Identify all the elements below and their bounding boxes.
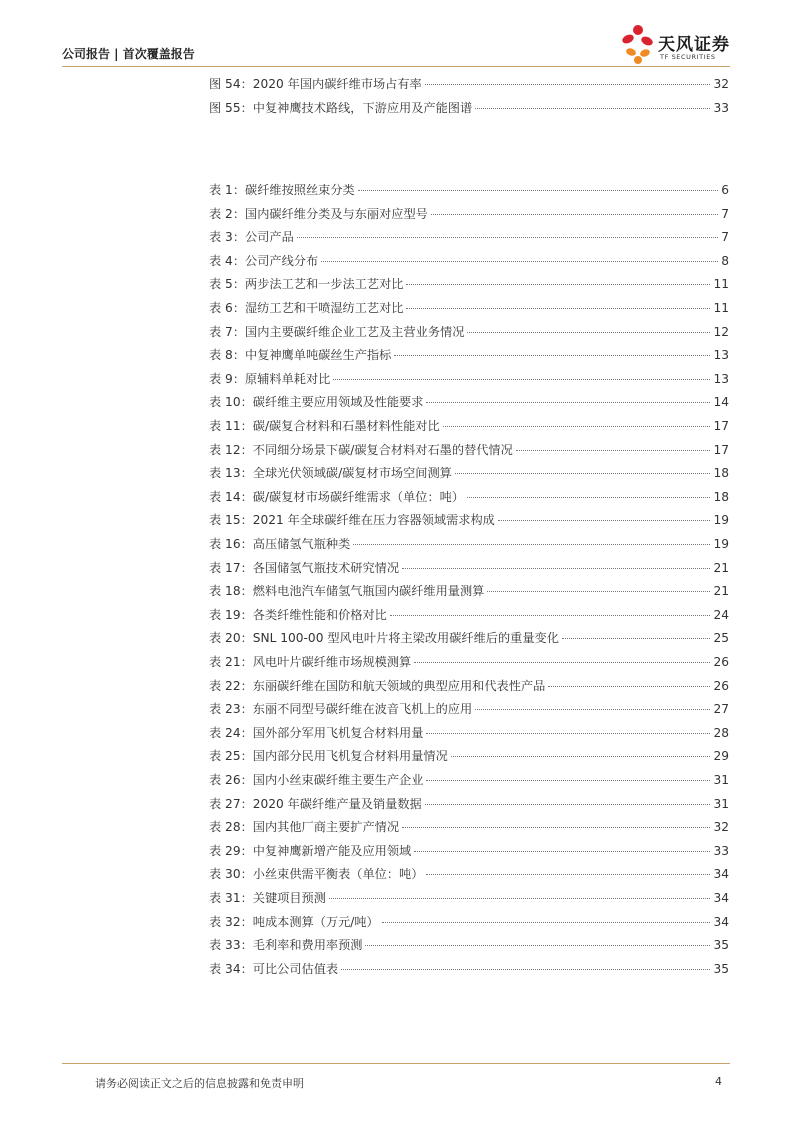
toc-entry-page: 13	[713, 371, 729, 386]
toc-entry[interactable]	[209, 818, 729, 836]
toc-entry-title: 表 21：风电叶片碳纤维市场规模测算	[209, 655, 412, 669]
footer-divider	[62, 1063, 730, 1064]
dot-leader	[425, 84, 711, 85]
toc-entry-page: 14	[713, 395, 729, 410]
toc-entry[interactable]	[209, 275, 729, 293]
dot-leader	[487, 591, 710, 592]
toc-entry-title: 表 19：各类纤维性能和价格对比	[209, 607, 387, 622]
dot-leader	[467, 332, 710, 333]
dot-leader	[414, 662, 710, 663]
toc-entry[interactable]	[209, 724, 729, 742]
toc-entry[interactable]	[209, 865, 729, 883]
toc-entry[interactable]	[209, 677, 729, 695]
toc-entry[interactable]	[209, 795, 729, 813]
toc-entry-page: 18	[713, 466, 729, 481]
toc-entry[interactable]	[209, 205, 729, 223]
dot-leader	[353, 544, 710, 545]
dot-leader	[498, 520, 711, 521]
toc-entry-page: 31	[713, 796, 729, 811]
dot-leader	[475, 108, 710, 109]
toc-entry-title: 表 15：2021 年全球碳纤维在压力容器领域需求构成	[209, 513, 495, 528]
toc-entry[interactable]	[209, 771, 729, 789]
toc-entry[interactable]	[209, 441, 729, 459]
dot-leader	[455, 473, 711, 474]
tf-flower-icon	[618, 22, 658, 66]
toc-entry[interactable]	[209, 960, 729, 978]
toc-entry-page: 34	[713, 891, 729, 905]
toc-entry-title: 表 2：国内碳纤维分类及与东丽对应型号	[209, 206, 428, 221]
toc-entry-page: 33	[713, 843, 729, 858]
toc-entry[interactable]	[209, 535, 729, 553]
toc-entry[interactable]	[209, 700, 729, 718]
toc-entry-title: 表 32：吨成本测算（万元/吨）	[209, 914, 379, 929]
toc-entry[interactable]	[209, 606, 729, 624]
toc-entry-page: 19	[713, 537, 729, 551]
toc-entry-page: 26	[713, 678, 729, 693]
toc-entry-page: 11	[713, 301, 729, 315]
dot-leader	[425, 804, 711, 805]
logo-name-en: TF SECURITIES	[660, 53, 716, 61]
toc-entry-page: 8	[721, 253, 729, 268]
dot-leader	[402, 568, 710, 569]
toc-entry[interactable]	[209, 252, 729, 270]
toc-entry[interactable]	[209, 323, 729, 341]
company-logo	[618, 22, 736, 66]
toc-entry-title: 表 27：2020 年碳纤维产量及销量数据	[209, 796, 422, 811]
toc-entry-title: 表 33：毛利率和费用率预测	[209, 938, 363, 953]
toc-entry-title: 表 20：SNL 100-00 型风电叶片将主梁改用碳纤维后的重量变化	[209, 631, 559, 646]
dot-leader	[431, 214, 718, 215]
dot-leader	[426, 402, 710, 403]
dot-leader	[406, 284, 710, 285]
toc-entry-title: 表 5：两步法工艺和一步法工艺对比	[209, 277, 404, 292]
toc-entry-title: 表 16：高压储氢气瓶种类	[209, 537, 351, 551]
toc-entry-page: 6	[721, 183, 729, 197]
dot-leader	[333, 379, 710, 380]
toc-entry[interactable]	[209, 842, 729, 860]
toc-entry[interactable]	[209, 936, 729, 954]
toc-entry-page: 32	[713, 820, 729, 835]
toc-entry-title: 表 1：碳纤维按照丝束分类	[209, 183, 355, 197]
toc-entry-title: 表 18：燃料电池汽车储氢气瓶国内碳纤维用量测算	[209, 584, 485, 599]
toc-entry-page: 25	[713, 631, 729, 646]
logo-name-cn: 天风证券	[658, 35, 730, 55]
toc-entry-page: 33	[713, 101, 729, 115]
dot-leader	[365, 945, 710, 946]
toc-entry-title: 表 4：公司产线分布	[209, 253, 319, 268]
dot-leader	[394, 355, 710, 356]
toc-entry[interactable]	[209, 747, 729, 765]
toc-entry-page: 27	[713, 702, 729, 717]
dot-leader	[321, 261, 718, 262]
toc-entry-page: 32	[713, 77, 729, 91]
toc-entry[interactable]	[209, 75, 729, 93]
toc-entry[interactable]	[209, 464, 729, 482]
toc-entry-page: 13	[713, 348, 729, 363]
dot-leader	[562, 638, 711, 639]
toc-entry[interactable]	[209, 417, 729, 435]
toc-entry-page: 28	[713, 725, 729, 740]
report-breadcrumb: 公司报告 | 首次覆盖报告	[62, 47, 195, 61]
toc-entry[interactable]	[209, 99, 729, 117]
dot-leader	[451, 756, 711, 757]
dot-leader	[467, 497, 710, 498]
toc-entry[interactable]	[209, 370, 729, 388]
footer-page-number: 4	[715, 1075, 722, 1088]
footer-disclaimer: 请务必阅读正文之后的信息披露和免责申明	[95, 1077, 304, 1090]
dot-leader	[406, 308, 710, 309]
toc-entry-title: 图 54：2020 年国内碳纤维市场占有率	[209, 77, 422, 91]
toc-entry-page: 21	[713, 584, 729, 599]
dot-leader	[297, 237, 718, 238]
toc-entry-page: 29	[713, 749, 729, 764]
dot-leader	[548, 686, 710, 687]
dot-leader	[426, 733, 710, 734]
toc-entry-page: 17	[713, 442, 729, 457]
toc-entry[interactable]	[209, 181, 729, 199]
dot-leader	[402, 827, 710, 828]
toc-entry[interactable]	[209, 629, 729, 647]
dot-leader	[516, 450, 711, 451]
toc-entry-title: 表 6：湿纺工艺和干喷湿纺工艺对比	[209, 301, 404, 315]
toc-entry-page: 34	[713, 867, 729, 882]
toc-entry[interactable]	[209, 582, 729, 600]
dot-leader	[426, 874, 710, 875]
toc-entry-page: 26	[713, 655, 729, 669]
dot-leader	[443, 426, 711, 427]
toc-entry-title: 表 26：国内小丝束碳纤维主要生产企业	[209, 773, 424, 787]
toc-entry-title: 表 30：小丝束供需平衡表（单位：吨）	[209, 867, 424, 882]
toc-entry-title: 图 55：中复神鹰技术路线，下游应用及产能图谱	[209, 101, 473, 115]
toc-entry-page: 18	[713, 489, 729, 504]
toc-entry-page: 12	[713, 324, 729, 339]
toc-entry-title: 表 3：公司产品	[209, 230, 294, 245]
dot-leader	[382, 922, 711, 923]
toc-entry-title: 表 24：国外部分军用飞机复合材料用量	[209, 725, 424, 740]
toc-entry-title: 表 22：东丽碳纤维在国防和航天领域的典型应用和代表性产品	[209, 678, 546, 693]
dot-leader	[475, 709, 710, 710]
toc-entry-page: 31	[713, 773, 729, 787]
toc-entry-title: 表 9：原辅料单耗对比	[209, 371, 331, 386]
toc-entry-title: 表 28：国内其他厂商主要扩产情况	[209, 820, 400, 835]
dot-leader	[414, 851, 710, 852]
toc-entry-title: 表 23：东丽不同型号碳纤维在波音飞机上的应用	[209, 702, 473, 717]
toc-entry[interactable]	[209, 346, 729, 364]
toc-entry-title: 表 13：全球光伏领域碳/碳复材市场空间测算	[209, 466, 452, 481]
toc-entry[interactable]	[209, 228, 729, 246]
toc-entry-page: 34	[713, 914, 729, 929]
toc-entry-page: 17	[713, 419, 729, 433]
header-divider	[62, 66, 730, 67]
toc-entry-page: 7	[721, 206, 729, 221]
toc-entry[interactable]	[209, 559, 729, 577]
toc-entry-page: 21	[713, 560, 729, 575]
toc-entry-title: 表 14：碳/碳复材市场碳纤维需求（单位：吨）	[209, 489, 465, 504]
toc-entry-title: 表 29：中复神鹰新增产能及应用领域	[209, 843, 412, 858]
toc-entry-page: 7	[721, 230, 729, 245]
dot-leader	[329, 898, 711, 899]
toc-entry-title: 表 17：各国储氢气瓶技术研究情况	[209, 560, 400, 575]
toc-entry-title: 表 8：中复神鹰单吨碳丝生产指标	[209, 348, 392, 363]
toc-entry-page: 24	[713, 607, 729, 622]
toc-entry-title: 表 11：碳/碳复合材料和石墨材料性能对比	[209, 419, 440, 433]
toc-entry-title: 表 34：可比公司估值表	[209, 961, 339, 976]
dot-leader	[341, 969, 710, 970]
toc-entry-page: 35	[713, 938, 729, 953]
toc-entry[interactable]	[209, 393, 729, 411]
dot-leader	[426, 780, 710, 781]
toc-entry-title: 表 12：不同细分场景下碳/碳复合材料对石墨的替代情况	[209, 442, 513, 457]
toc-entry-title: 表 31：关键项目预测	[209, 891, 326, 905]
dot-leader	[358, 190, 719, 191]
toc-entry[interactable]	[209, 653, 729, 671]
toc-entry-title: 表 25：国内部分民用飞机复合材料用量情况	[209, 749, 448, 764]
toc-entry[interactable]	[209, 889, 729, 907]
dot-leader	[390, 615, 711, 616]
toc-entry-page: 19	[713, 513, 729, 528]
toc-entry-page: 11	[713, 277, 729, 292]
toc-entry-title: 表 7：国内主要碳纤维企业工艺及主营业务情况	[209, 324, 465, 339]
toc-entry[interactable]	[209, 913, 729, 931]
toc-entry-title: 表 10：碳纤维主要应用领域及性能要求	[209, 395, 424, 410]
toc-entry[interactable]	[209, 488, 729, 506]
toc-entry-page: 35	[713, 961, 729, 976]
toc-entry[interactable]	[209, 299, 729, 317]
toc-entry[interactable]	[209, 511, 729, 529]
